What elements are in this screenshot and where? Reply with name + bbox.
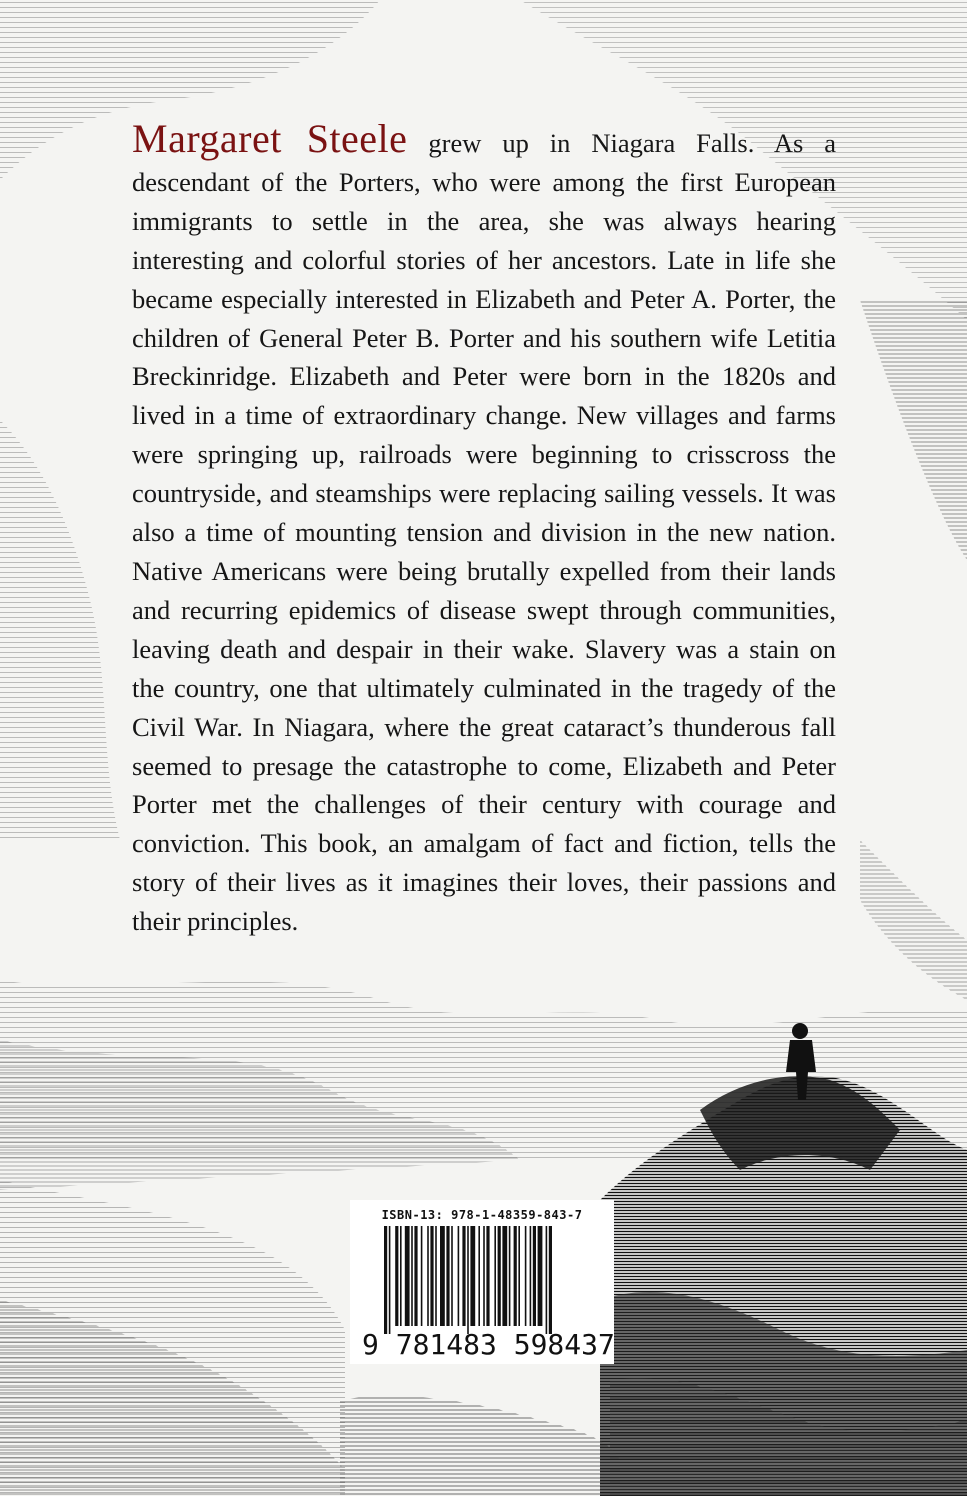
barcode-bar — [494, 1226, 496, 1326]
barcode-bar — [389, 1226, 391, 1334]
barcode-bar — [530, 1226, 532, 1326]
barcode-bar — [483, 1226, 485, 1326]
barcode-bar — [525, 1226, 527, 1326]
isbn-label: ISBN-13: 978-1-48359-843-7 — [381, 1208, 583, 1222]
barcode-bar — [430, 1226, 433, 1326]
barcode-bar — [498, 1226, 501, 1326]
barcode-bar — [411, 1226, 413, 1326]
barcode-bar — [400, 1226, 402, 1326]
barcode-bar — [514, 1226, 517, 1326]
barcode-bar — [451, 1226, 453, 1326]
blurb-text: grew up in Niagara Falls. As a descendant of the Porters, who were among the first European immigrants to settle in the area, she was always hearing interesting and colorful stories of her ancestors. Late in life she became especially interested in Elizabeth and Peter A. Porter, the children of General Peter B. Porter and his southern wife Letitia Breckinridge. Elizabeth and Peter were born in the 1820s and lived in a time of extraordinary change. New villages and farms were springing up, railroads were beginning to crisscross the countryside, and steamships were replacing sailing vessels. It was also a time of mounting tension and division in the new nation. Native Americans were being brutally expelled from their lands and recurring epidemics of disease swept through communities, leaving death and despair in their wake. Slavery was a stain on the country, one that ultimately culminated in the tragedy of the Civil War. In Niagara, where the great cataract’s thunderous fall seemed to presage the catastrophe to come, Elizabeth and Peter Porter met the challenges of their century with courage and conviction. This book, an amalgam of fact and fiction, tells the story of their lives as it imagines their loves, their passions and their principles. — [132, 128, 837, 937]
barcode-bar — [470, 1226, 475, 1326]
barcode-bar — [518, 1226, 520, 1326]
barcode-bar — [538, 1226, 543, 1326]
barcode-bar — [440, 1226, 445, 1326]
barcode-bar — [421, 1226, 423, 1326]
barcode-bar — [446, 1226, 449, 1326]
isbn-barcode — [350, 1200, 614, 1364]
barcode-bar — [414, 1226, 417, 1326]
barcode-bar — [405, 1226, 410, 1326]
barcode-bar — [427, 1226, 429, 1326]
barcode-bar — [467, 1226, 469, 1334]
barcode-bar — [533, 1226, 536, 1326]
barcode-bars — [384, 1226, 608, 1334]
barcode-bar — [462, 1226, 465, 1326]
barcode-bar — [509, 1226, 511, 1326]
barcode-bar — [549, 1226, 552, 1334]
barcode-bar — [435, 1226, 437, 1326]
barcode-bar — [486, 1226, 489, 1326]
barcode-bar — [395, 1226, 398, 1326]
barcode-bar — [546, 1226, 548, 1334]
author-blurb — [132, 116, 837, 941]
barcode-bar — [502, 1226, 507, 1326]
barcode-digits: 9 781483 598437 — [362, 1328, 615, 1361]
barcode-bar — [458, 1226, 460, 1326]
barcode-bar — [478, 1226, 480, 1326]
barcode-bar — [384, 1226, 387, 1334]
author-name: Margaret Steele — [132, 116, 408, 161]
